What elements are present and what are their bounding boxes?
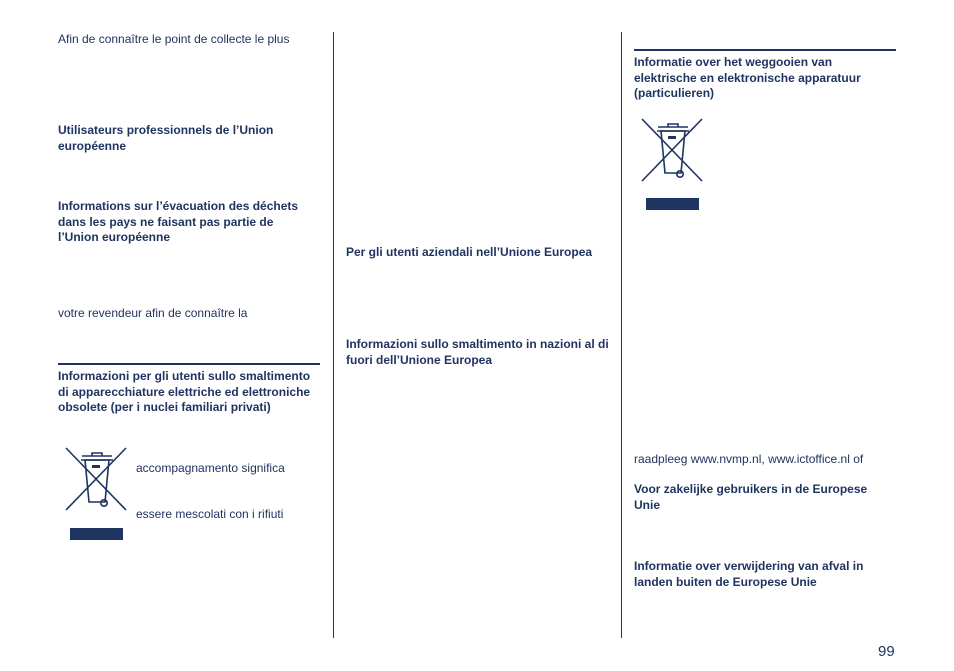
fr-collection-point-text: Afin de connaître le point de collecte le plus [58,32,290,46]
it-section-rule [58,363,320,365]
it-household-disposal-heading: Informazioni per gli utenti sullo smaltimento di apparecchiature elettriche ed elettroniche obsolete (per i nuclei familiari privati) [58,369,311,414]
fr-retailer-text: votre revendeur afin de connaître la [58,306,248,320]
column-divider-right [621,32,622,638]
nl-household-disposal-heading: Informatie over het weggooien van elektrische en elektronische apparatuur (particulieren) [634,55,861,100]
it-non-eu-disposal-heading: Informazioni sullo smaltimento in nazioni al di fuori dell’Unione Europea [346,337,609,367]
crossed-out-wheelie-bin-icon [64,446,130,514]
it-business-users-heading: Per gli utenti aziendali nell’Unione Europea [346,245,593,259]
weee-underline-bar [646,198,699,210]
fr-professional-users-heading: Utilisateurs professionnels de l’Union européenne [58,123,274,153]
column-divider-left [333,32,334,638]
crossed-out-wheelie-bin-icon [640,117,706,185]
nl-business-users-heading: Voor zakelijke gebruikers in de Europese Unie [634,482,868,512]
page-number: 99 [878,643,895,660]
nl-non-eu-disposal-heading: Informatie over verwijdering van afval in landen buiten de Europese Unie [634,559,864,589]
it-no-mixing-text: essere mescolati con i rifiuti [136,507,284,521]
fr-non-eu-disposal-heading: Informations sur l’évacuation des déchets dans les pays ne faisant pas partie de l’Union européenne [58,199,299,244]
it-symbol-meaning-text: accompagnamento significa [136,461,285,475]
nl-websites-text: raadpleeg www.nvmp.nl, www.ictoffice.nl of [634,452,864,466]
nl-section-rule [634,49,896,51]
weee-underline-bar [70,528,123,540]
